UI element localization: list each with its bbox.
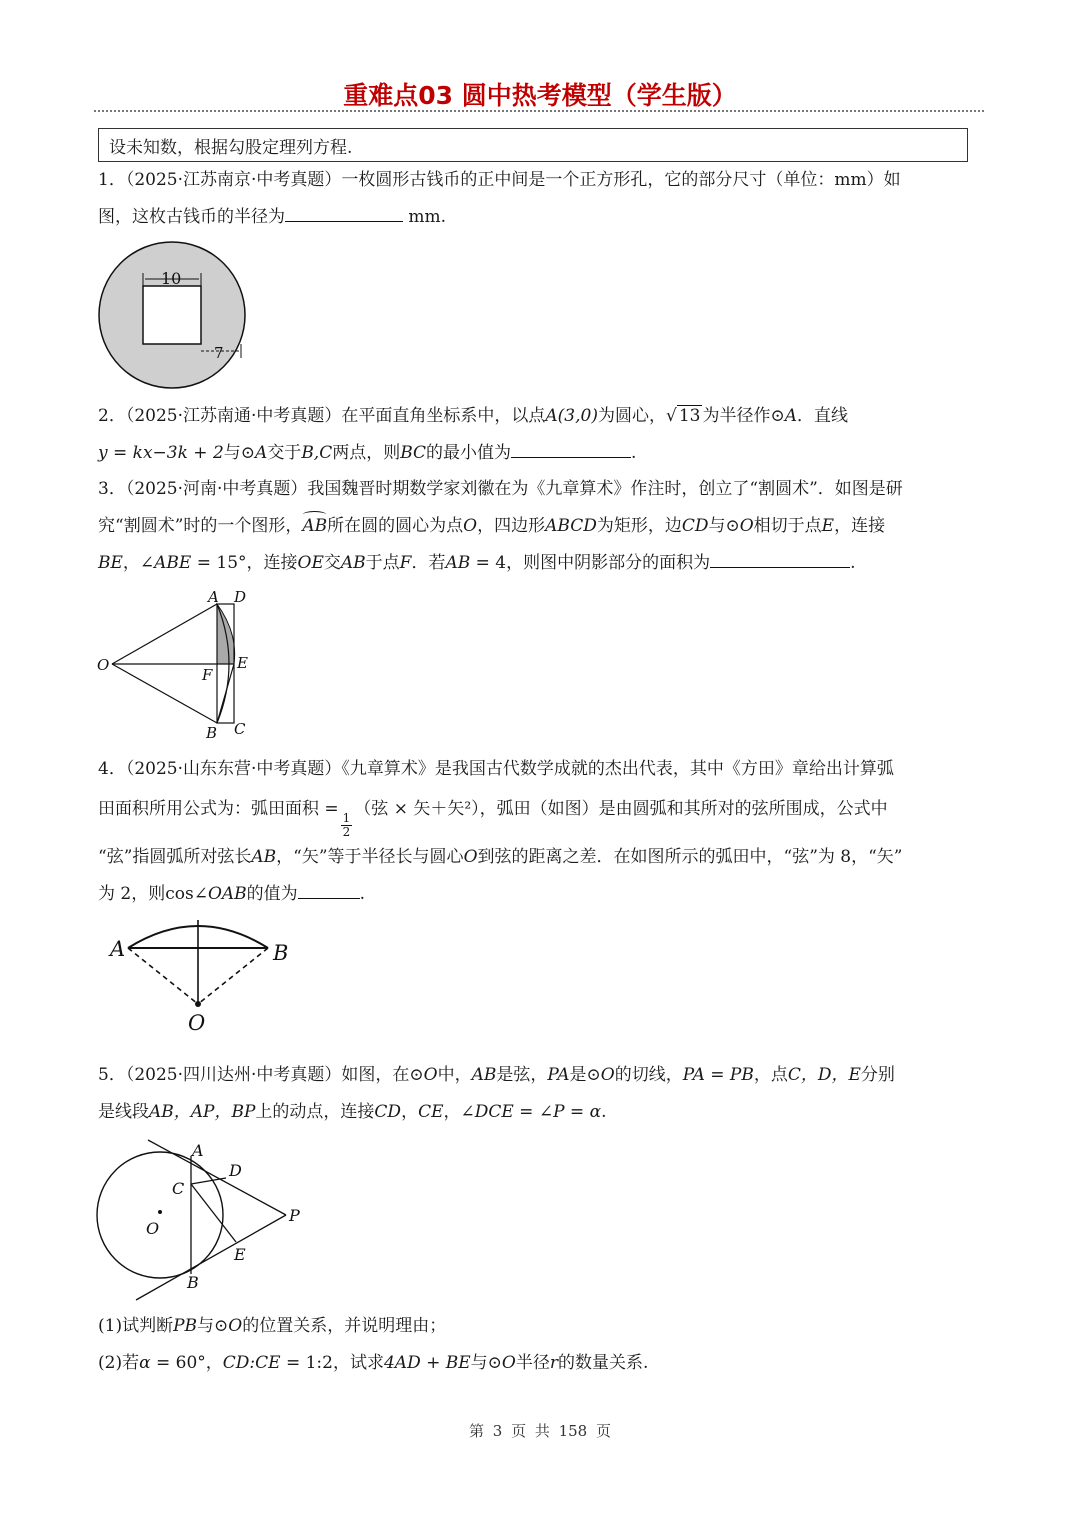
q3-answer-blank[interactable] <box>710 545 850 568</box>
question-5 <box>98 1057 982 1131</box>
q3-line2 <box>98 508 982 545</box>
q4-text: 到弦的距离之差．在如图所示的弧田中，“弦”为 8，“矢” <box>477 847 903 867</box>
q5-var: r <box>549 1353 558 1373</box>
q4-text: ，“矢”等于半径长与圆心 <box>276 847 464 867</box>
question-5-parts <box>98 1308 982 1382</box>
q1-line1: 1．（2025·江苏南京·中考真题）一枚圆形古钱币的正中间是一个正方形孔，它的部分尺寸（单位：mm）如 <box>98 170 901 190</box>
q3-text: ，连接 <box>834 516 886 536</box>
q2-line1: 2．（2025·江苏南通·中考真题）在平面直角坐标系中，以点A(3,0)为圆心，√ 13 为半径作⊙A．直线 <box>98 406 848 426</box>
page-title: 重难点03 圆中热考模型（学生版） <box>343 81 737 110</box>
q5-var: O <box>423 1065 438 1085</box>
q2-equation: y = kx−3k + 2 <box>98 443 224 463</box>
q5-text: 的位置关系，并说明理由； <box>242 1316 447 1336</box>
q3-text: ，∠ <box>122 553 155 573</box>
q5-text: = 60°， <box>150 1353 223 1373</box>
q5-var: PB <box>173 1316 198 1336</box>
q5-figure <box>96 1138 316 1308</box>
q5-tangent-pa <box>148 1140 286 1215</box>
q5-text: 分别 <box>860 1065 895 1085</box>
q4-text: （弦 × 矢＋矢²），弧田（如图）是由圆弧和其所对的弦所围成，公式中 <box>354 799 888 819</box>
q5-text: 是⊙ <box>569 1065 601 1085</box>
q3-text: 与⊙ <box>708 516 740 536</box>
q3-var: AB <box>340 553 366 573</box>
q3-text: 究“割圆术”时的一个图形， <box>98 516 303 536</box>
q5-text: 与⊙ <box>197 1316 229 1336</box>
q3-text: ．若 <box>411 553 446 573</box>
q2-var: BC <box>400 443 427 463</box>
q5-line2 <box>98 1094 982 1131</box>
q5-text: 的切线， <box>614 1065 683 1085</box>
q3-text: . <box>850 553 856 573</box>
q3-line1: 3．（2025·河南·中考真题）我国魏晋时期数学家刘徽在为《九章算术》作注时，创立了“割圆术”．如图是研 <box>98 479 903 499</box>
q4-text: 田面积所用公式为：弧田面积 = <box>98 799 339 819</box>
q5-text: 是弦， <box>496 1065 548 1085</box>
question-3 <box>98 471 982 582</box>
q4-text: “弦”指圆弧所对弦长 <box>98 847 252 867</box>
question-2 <box>98 398 982 472</box>
q5-part-1 <box>98 1308 982 1345</box>
q2-point-a: A(3,0) <box>545 406 598 426</box>
q2-var: A <box>255 443 268 463</box>
q1-label-10: 10 <box>161 269 182 288</box>
q2-text: 两点，则 <box>332 443 401 463</box>
q2-text: 交于 <box>267 443 302 463</box>
q5-text: 半径 <box>515 1353 550 1373</box>
q5-text: (1)试判断 <box>98 1316 174 1336</box>
q4-line1: 4．（2025·山东东营·中考真题）《九章算术》是我国古代数学成就的杰出代表，其中《方田》章给出计算弧 <box>98 759 894 779</box>
q5-text: 5．（2025·四川达州·中考真题）如图，在⊙ <box>98 1065 424 1085</box>
q3-figure <box>96 588 266 743</box>
q5-text: . <box>601 1102 607 1122</box>
q5-text: 中， <box>437 1065 472 1085</box>
q5-label-o: O <box>146 1219 160 1238</box>
q5-text: ，∠ <box>443 1102 475 1122</box>
q3-label-b: B <box>206 724 218 742</box>
q3-label-o: O <box>97 656 110 674</box>
q3-var: O <box>739 516 754 536</box>
q5-equation: DCE = ∠P = α <box>474 1102 602 1122</box>
q5-label-d: D <box>229 1161 242 1180</box>
q5-var: CE <box>418 1102 444 1122</box>
q2-text: . <box>631 443 637 463</box>
q1-answer-blank[interactable] <box>285 199 403 222</box>
q2-line2 <box>98 435 982 472</box>
q5-label-b: B <box>187 1273 199 1292</box>
q3-text: = 4，则图中阴影部分的面积为 <box>470 553 711 573</box>
q4-var: AB <box>251 847 277 867</box>
q5-text: = 1:2，试求 <box>280 1353 384 1373</box>
q5-var: CD <box>374 1102 402 1122</box>
q1-line2 <box>98 199 982 236</box>
q5-text: 上的动点，连接 <box>255 1102 375 1122</box>
q5-label-e: E <box>234 1245 246 1264</box>
q2-var: A <box>784 406 797 426</box>
q5-part-2 <box>98 1345 982 1382</box>
q5-var: C，D，E <box>787 1065 861 1085</box>
square-hole <box>143 286 201 344</box>
q4-line3 <box>98 839 982 876</box>
q5-label-a: A <box>192 1141 204 1160</box>
q3-var: BE <box>98 553 123 573</box>
question-1 <box>98 162 982 236</box>
q3-text: 于点 <box>365 553 400 573</box>
q4-text: 为 2，则cos∠ <box>98 884 208 904</box>
q4-label-o: O <box>188 1011 206 1035</box>
q3-label-d: D <box>234 588 247 606</box>
q4-label-b: B <box>273 941 289 965</box>
q5-var: PA <box>547 1065 570 1085</box>
q4-answer-blank[interactable] <box>298 876 360 899</box>
q3-text: ，四边形 <box>477 516 546 536</box>
q5-text: 是线段 <box>98 1102 149 1122</box>
q1-label-7: 7 <box>214 344 224 362</box>
q5-text: 的数量关系. <box>558 1353 649 1373</box>
q2-text: 2．（2025·江苏南通·中考真题）在平面直角坐标系中，以点 <box>98 406 546 426</box>
q2-text: 与⊙ <box>223 443 256 463</box>
q5-equation: PA = PB <box>682 1065 754 1085</box>
q3-text: 交 <box>323 553 341 573</box>
q4-figure <box>106 912 306 1037</box>
q3-var: E <box>821 516 835 536</box>
q5-text: ， <box>401 1102 419 1122</box>
q2-sqrt-value: 13 <box>678 406 701 426</box>
q5-var: CD:CE <box>222 1353 281 1373</box>
q3-var: F <box>399 553 412 573</box>
q5-label-p: P <box>289 1206 300 1225</box>
q2-text: ．直线 <box>796 406 848 426</box>
q4-line4 <box>98 876 982 913</box>
q5-var: AB <box>471 1065 497 1085</box>
q3-arc-ab: AB <box>302 508 327 545</box>
fraction-numerator: 1 <box>342 811 351 825</box>
question-4 <box>98 751 982 913</box>
q3-label-c: C <box>234 720 246 738</box>
q1-unit: mm. <box>403 207 447 227</box>
tip-box: 设未知数，根据勾股定理列方程. <box>98 128 968 162</box>
q5-text: 与⊙ <box>470 1353 502 1373</box>
q3-label-f: F <box>202 666 213 684</box>
q4-fraction <box>341 812 353 839</box>
q5-label-c: C <box>172 1179 185 1198</box>
page-footer: 第 3 页 共 158 页 <box>468 1422 611 1440</box>
q3-var: AB <box>445 553 471 573</box>
q5-expression: 4AD + BE <box>383 1353 471 1373</box>
q5-line1 <box>98 1057 982 1094</box>
q4-var: OAB <box>207 884 247 904</box>
q4-line2 <box>98 791 982 839</box>
q3-text: 相切于点 <box>753 516 822 536</box>
q3-var: ABE <box>154 553 192 573</box>
q2-text: 的最小值为 <box>426 443 512 463</box>
q2-text: 为圆心， <box>597 406 666 426</box>
title-divider <box>94 110 984 112</box>
q4-text: 的值为 <box>246 884 298 904</box>
q3-text: 所在圆的圆心为点 <box>327 516 464 536</box>
q4-var: O <box>463 847 478 867</box>
q1-coin-figure <box>96 240 256 390</box>
q3-var: OE <box>297 553 324 573</box>
q3-text: 为矩形，边 <box>596 516 682 536</box>
q3-line3 <box>98 545 982 582</box>
q2-text: 为半径作⊙ <box>702 406 785 426</box>
q3-label-e: E <box>237 654 248 672</box>
q3-var: CD <box>681 516 709 536</box>
q5-text: ，点 <box>753 1065 788 1085</box>
q3-var: O <box>463 516 478 536</box>
q5-var: O <box>501 1353 516 1373</box>
fraction-denominator: 2 <box>342 825 351 839</box>
q5-text: (2)若 <box>98 1353 140 1373</box>
q3-text: = 15°，连接 <box>191 553 298 573</box>
q2-var: B,C <box>301 443 333 463</box>
q3-label-a: A <box>208 588 219 606</box>
q1-text: 图，这枚古钱币的半径为 <box>98 207 285 227</box>
q4-text: . <box>359 884 366 904</box>
q5-var: α <box>139 1353 151 1373</box>
q4-label-a: A <box>110 937 126 961</box>
q5-var: O <box>600 1065 615 1085</box>
q5-var: AB，AP，BP <box>149 1102 256 1122</box>
q5-var: O <box>228 1316 243 1336</box>
q3-var: ABCD <box>545 516 597 536</box>
q2-answer-blank[interactable] <box>511 435 631 458</box>
